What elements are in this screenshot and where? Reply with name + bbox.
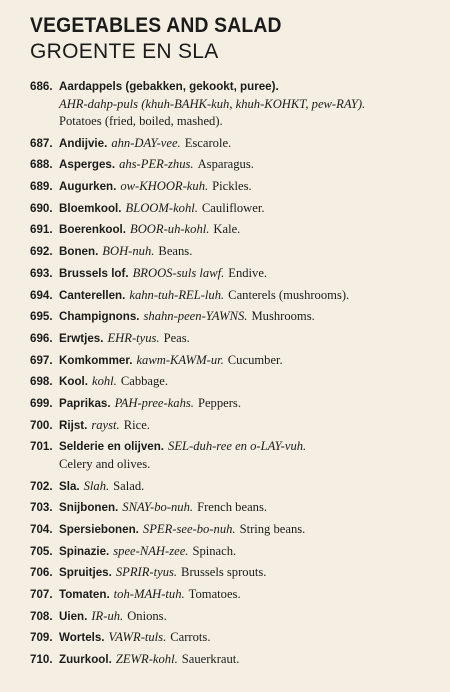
dutch-word: Erwtjes. (59, 331, 104, 345)
dutch-word: Champignons. (59, 310, 140, 324)
pronunciation: ZEWR-kohl. (115, 652, 178, 666)
entry-number: 700. (30, 418, 53, 432)
entry-number: 702. (30, 479, 53, 493)
vocab-entry (30, 352, 440, 370)
pronunciation: ow-KHOOR-kuh. (120, 179, 209, 194)
entry-number: 708. (30, 609, 53, 623)
pronunciation: SEL-duh-ree en o-LAY-vuh. (168, 439, 307, 454)
entry-number: 704. (30, 522, 53, 536)
entry-number: 709. (30, 631, 53, 645)
vocab-entry (30, 651, 440, 669)
vocab-entry (30, 438, 440, 473)
vocab-entry (30, 608, 440, 626)
entry-number: 695. (30, 310, 53, 324)
vocab-entry (30, 308, 440, 326)
english-translation: French beans. (197, 500, 268, 515)
english-translation: Endive. (228, 265, 268, 280)
pronunciation: Slah. (83, 478, 110, 493)
dutch-word: Bonen. (59, 245, 99, 259)
entry-number: 701. (30, 440, 53, 454)
pronunciation: kohl. (91, 374, 117, 389)
english-translation: Tomatoes. (188, 586, 241, 601)
entry-number: 692. (30, 245, 53, 259)
entry-number: 688. (30, 158, 53, 172)
dutch-word: Zuurkool. (59, 653, 112, 666)
english-translation: Spinach. (192, 543, 237, 558)
vocab-entry (30, 586, 440, 604)
vocab-entry (30, 78, 440, 131)
pronunciation: ahs-PER-zhus. (119, 157, 194, 172)
english-translation: Peppers. (197, 395, 241, 410)
entry-number: 698. (30, 375, 53, 389)
entry-number: 710. (30, 653, 53, 666)
english-translation: Carrots. (170, 630, 211, 645)
vocab-entry (30, 330, 440, 348)
vocab-entry (30, 243, 440, 261)
vocab-entry (30, 478, 440, 496)
dutch-word: Spruitjes. (59, 566, 112, 580)
dutch-word: Tomaten. (59, 587, 110, 601)
entry-number: 707. (30, 587, 53, 601)
dutch-word: Spinazie. (59, 544, 110, 558)
dutch-word: Boerenkool. (59, 223, 126, 237)
dutch-word: Kool. (59, 375, 88, 389)
vocab-entry (30, 287, 440, 305)
english-translation: String beans. (239, 521, 306, 536)
vocabulary-list (30, 78, 440, 669)
english-translation: Beans. (158, 244, 193, 259)
vocab-entry (30, 629, 440, 647)
english-translation: Escarole. (184, 135, 232, 150)
vocab-entry (30, 543, 440, 561)
entry-number: 706. (30, 566, 53, 580)
dutch-word: Brussels lof. (59, 266, 129, 280)
dutch-word: Aardappels (gebakken, gekookt, puree). (59, 80, 279, 93)
pronunciation: spee-NAH-zee. (113, 543, 189, 558)
dutch-word: Snijbonen. (59, 501, 119, 515)
english-translation: Celery and olives. (59, 456, 151, 471)
english-translation: Potatoes (fried, boiled, mashed). (59, 114, 223, 128)
dutch-word: Wortels. (59, 631, 105, 645)
dutch-word: Augurken. (59, 180, 117, 194)
english-translation: Peas. (163, 330, 190, 345)
vocab-entry (30, 200, 440, 218)
dutch-word: Selderie en olijven. (59, 440, 165, 454)
pronunciation: shahn-peen-YAWNS. (143, 309, 248, 324)
pronunciation: PAH-pree-kahs. (114, 395, 194, 410)
entry-number: 705. (30, 544, 53, 558)
dutch-word: Paprikas. (59, 396, 111, 410)
entry-number: 687. (30, 136, 53, 150)
vocab-entry (30, 135, 440, 153)
entry-number: 691. (30, 223, 53, 237)
vocab-entry (30, 265, 440, 283)
english-translation: Cabbage. (120, 374, 169, 389)
vocab-entry (30, 417, 440, 435)
vocab-entry (30, 373, 440, 391)
pronunciation: SNAY-bo-nuh. (122, 500, 194, 515)
pronunciation: SPRIR-tyus. (115, 565, 178, 580)
dutch-word: Sla. (59, 479, 80, 493)
vocab-entry (30, 499, 440, 517)
dutch-word: Bloemkool. (59, 201, 122, 215)
vocab-entry (30, 395, 440, 413)
english-translation: Onions. (127, 608, 167, 623)
pronunciation: IR-uh. (91, 608, 124, 623)
dutch-word: Komkommer. (59, 353, 133, 367)
english-translation: Canterels (mushrooms). (228, 287, 350, 302)
pronunciation: BOOR-uh-kohl. (130, 222, 210, 237)
pronunciation: SPER-see-bo-nuh. (142, 521, 236, 536)
entry-number: 694. (30, 288, 53, 302)
english-translation: Mushrooms. (251, 309, 315, 324)
english-translation: Cauliflower. (201, 200, 265, 215)
english-translation: Asparagus. (197, 157, 254, 172)
vocab-entry (30, 521, 440, 539)
section-title-dutch: GROENTE EN SLA (30, 40, 219, 63)
pronunciation: EHR-tyus. (107, 330, 160, 345)
dutch-word: Spersiebonen. (59, 522, 139, 536)
dutch-word: Canterellen. (59, 288, 126, 302)
pronunciation: BROOS-suls lawf. (132, 265, 225, 280)
english-translation: Rice. (123, 417, 150, 432)
english-translation: Kale. (213, 222, 241, 237)
vocab-entry (30, 156, 440, 174)
dutch-word: Andijvie. (59, 136, 108, 150)
english-translation: Brussels sprouts. (181, 565, 267, 580)
pronunciation: AHR-dahp-puls (khuh-BAHK-kuh, khuh-KOHKT, pew-RAY). (59, 96, 366, 111)
entry-number: 686. (30, 80, 53, 93)
pronunciation: BLOOM-kohl. (125, 200, 198, 215)
dutch-word: Asperges. (59, 158, 116, 172)
entry-number: 697. (30, 353, 53, 367)
pronunciation: kahn-tuh-REL-luh. (129, 287, 225, 302)
entry-number: 696. (30, 331, 53, 345)
vocab-entry (30, 221, 440, 239)
entry-number: 689. (30, 180, 53, 194)
pronunciation: BOH-nuh. (102, 244, 155, 259)
english-translation: Cucumber. (227, 352, 283, 367)
english-translation: Salad. (113, 478, 145, 493)
entry-number: 699. (30, 396, 53, 410)
pronunciation: VAWR-tuls. (108, 630, 167, 645)
english-translation: Pickles. (212, 179, 252, 194)
pronunciation: ahn-DAY-vee. (111, 135, 181, 150)
entry-number: 703. (30, 501, 53, 515)
dutch-word: Rijst. (59, 418, 88, 432)
pronunciation: kawm-KAWM-ur. (136, 352, 224, 367)
entry-number: 690. (30, 201, 53, 215)
vocab-entry (30, 564, 440, 582)
entry-number: 693. (30, 266, 53, 280)
pronunciation: toh-MAH-tuh. (113, 586, 185, 601)
dutch-word: Uien. (59, 609, 88, 623)
pronunciation: rayst. (91, 417, 120, 432)
section-title-english: VEGETABLES AND SALAD (30, 14, 282, 37)
english-translation: Sauerkraut. (181, 652, 240, 666)
vocab-entry (30, 178, 440, 196)
